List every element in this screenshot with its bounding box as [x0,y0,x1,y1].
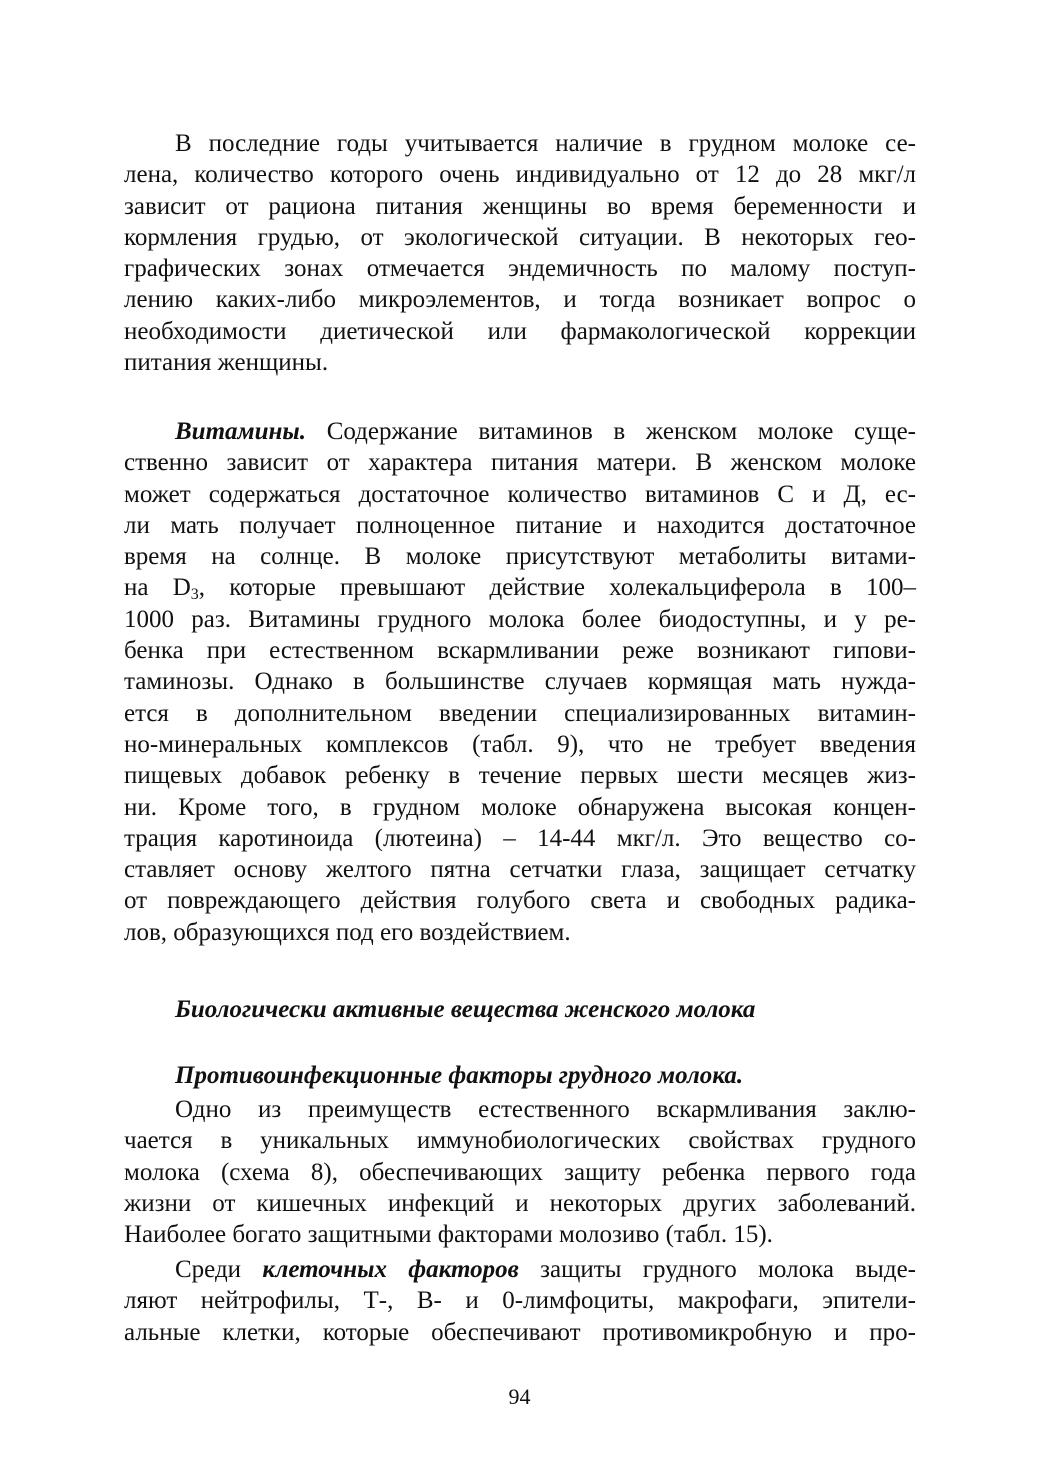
text-line: кормления грудью, от экологической ситуации. В некоторых гео- [124,223,916,251]
subsection-heading-antiinfective: Противоинфекционные факторы грудного молока. [175,1062,744,1089]
text-line: ни. Кроме того, в грудном молоке обнаружена высокая концен- [124,793,916,821]
text-line: пищевых добавок ребенку в течение первых шести месяцев жиз- [124,762,916,790]
section-heading-bioactive: Биологически активные вещества женского молока [175,996,756,1023]
paragraph-selenium [124,128,916,378]
text-line: Одно из преимуществ естественного вскармливания заклю- [175,1096,916,1123]
text-line: время на солнце. В молоке присутствуют метаболиты витами- [124,543,916,571]
text-line: но-минеральных комплексов (табл. 9), что не требует введения [124,730,916,758]
text-line: молока (схема 8), обеспечивающих защиту ребенка первого года [124,1158,916,1186]
text-line: ставляет основу желтого пятна сетчатки глаза, защищает сетчатку [124,856,916,884]
paragraph-cellular [124,1254,916,1348]
text-line: бенка при естественном вскармливании реже возникают гипови- [124,637,916,665]
text-line: лов, образующихся под его воздействием. [124,918,571,946]
text-line: ляют нейтрофилы, Т-, В- и 0-лимфоциты, макрофаги, эпители- [124,1287,916,1315]
text-line: ется в дополнительном введении специализированных витамин- [124,699,916,727]
text-line: лена, количество которого очень индивидуально от 12 до 28 мкг/л [124,161,916,189]
text-line: таминозы. Однако в большинстве случаев кормящая мать нужда- [124,668,916,696]
cellular-prefix: Среди [175,1256,263,1283]
text-line: жизни от кишечных инфекций и некоторых других заболеваний. [124,1189,916,1217]
text-line: от повреждающего действия голубого света и свободных радика- [124,887,916,915]
text-line: чается в уникальных иммунобиологических свойствах грудного [124,1127,916,1155]
text-line: зависит от рациона питания женщины во время беременности и [124,192,916,220]
text-line: графических зонах отмечается эндемичность по малому поступ- [124,255,916,283]
cellular-emphasis: клеточных факторов [262,1256,519,1283]
text-line: ственно зависит от характера питания матери. В женском молоке [124,449,916,477]
page-number: 94 [508,1384,531,1409]
text-line: В последние годы учитывается наличие в грудном молоке се- [175,130,916,157]
paragraph-immuno [124,1094,916,1250]
d3-suffix: , которые превышают действие холекальциферола в 100– [198,574,916,602]
text-line: необходимости диетической или фармакологической коррекции [124,317,916,345]
text-line: ли мать получает полноценное питание и находится достаточное [124,511,916,539]
text-line [124,416,916,447]
d3-prefix: на D [124,574,191,602]
text-line: Наиболее богато защитными факторами молозиво (табл. 15). [124,1221,773,1249]
cellular-line1-rest: защиты грудного молока выде- [518,1256,916,1283]
text-line [124,1254,916,1285]
text-line: 1000 раз. Витамины грудного молока более биодоступны, и у ре- [124,605,916,633]
vitamins-lead: Витамины. [175,418,307,445]
d3-subscript: 3 [190,586,199,604]
text-line: лению каких-либо микроэлементов, и тогда возникает вопрос о [124,286,916,314]
vitamins-line1-rest: Содержание витаминов в женском молоке суще- [306,418,916,445]
text-line: альные клетки, которые обеспечивают противомикробную и про- [124,1318,916,1346]
text-line: питания женщины. [124,349,329,377]
text-line: может содержаться достаточное количество витаминов С и Д, ес- [124,480,916,508]
text-line: трация каротиноида (лютеина) – 14-44 мкг/л. Это вещество со- [124,824,916,852]
text-line [124,572,916,603]
paragraph-vitamins [124,416,916,948]
